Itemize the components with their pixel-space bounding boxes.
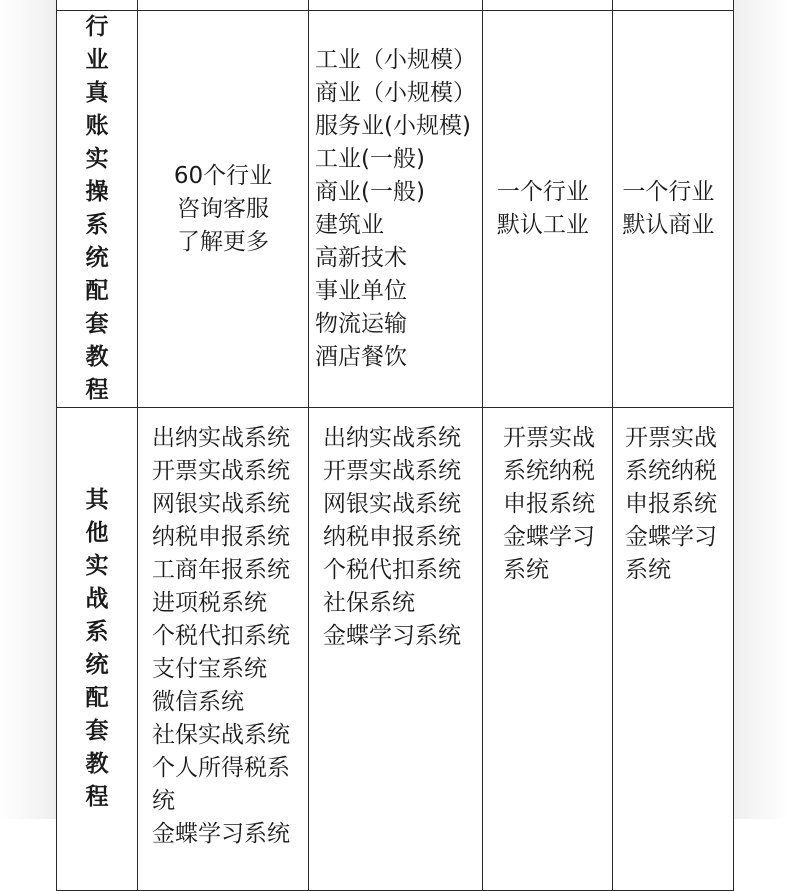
systems-list bbox=[152, 422, 295, 851]
table-cell bbox=[57, 0, 138, 11]
row-header-other-systems bbox=[57, 408, 138, 891]
list-item: 网银实战系统 bbox=[152, 491, 290, 517]
list-item: 建筑业 bbox=[315, 212, 384, 238]
row-header-industry bbox=[57, 11, 138, 408]
table-cell bbox=[483, 0, 613, 11]
industry-list-cell bbox=[309, 11, 483, 408]
list-item: 出纳实战系统 bbox=[152, 425, 290, 451]
list-item: 纳税申报系统 bbox=[323, 524, 461, 550]
systems-list-basic-cell-a bbox=[483, 408, 613, 891]
list-item: 微信系统 bbox=[152, 689, 244, 715]
list-item: 纳税申报系统 bbox=[152, 524, 290, 550]
list-item: 商业（小规模） bbox=[315, 80, 476, 106]
systems-list-mid-cell bbox=[309, 408, 483, 891]
industry-default-commercial-cell bbox=[613, 11, 734, 408]
row-header-industry-text: 行业真账实操系统配套教程 bbox=[85, 14, 109, 403]
industry-count-cell bbox=[138, 11, 309, 408]
list-item: 社保系统 bbox=[323, 590, 415, 616]
cell-text: 开票实战系统纳税申报系统金蝶学习系统 bbox=[625, 425, 717, 583]
list-item: 开票实战系统 bbox=[152, 458, 290, 484]
table-cell bbox=[138, 0, 309, 11]
list-item: 社保实战系统 bbox=[152, 722, 290, 748]
cell-text: 开票实战系统纳税申报系统金蝶学习系统 bbox=[503, 425, 595, 583]
list-item: 工业(一般) bbox=[315, 146, 425, 172]
list-item: 支付宝系统 bbox=[152, 656, 267, 682]
list-item: 个税代扣系统 bbox=[323, 557, 461, 583]
cell-text: 一个行业默认商业 bbox=[622, 179, 715, 238]
list-item: 工业（小规模） bbox=[315, 47, 476, 73]
list-item: 工商年报系统 bbox=[152, 557, 290, 583]
list-item: 个人所得税系统 bbox=[152, 755, 290, 814]
list-item: 网银实战系统 bbox=[323, 491, 461, 517]
list-item: 了解更多 bbox=[177, 228, 269, 255]
systems-list-full-cell bbox=[138, 408, 309, 891]
table-row-industry bbox=[57, 11, 734, 408]
list-item: 个税代扣系统 bbox=[152, 623, 290, 649]
list-item: 酒店餐饮 bbox=[315, 344, 407, 370]
row-header-other-systems-text: 其他实战系统配套教程 bbox=[85, 487, 109, 810]
page-shadow-right bbox=[733, 0, 790, 819]
list-item: 事业单位 bbox=[315, 278, 407, 304]
page-shadow-left bbox=[0, 0, 56, 819]
list-item: 咨询客服 bbox=[177, 195, 269, 222]
list-item: 开票实战系统 bbox=[323, 458, 461, 484]
list-item: 进项税系统 bbox=[152, 590, 267, 616]
cell-text: 一个行业默认工业 bbox=[496, 179, 589, 238]
table-row-partial-top bbox=[57, 0, 734, 11]
systems-list-basic-cell-b bbox=[613, 408, 734, 891]
table-row-other-systems bbox=[57, 408, 734, 891]
table-cell bbox=[309, 0, 483, 11]
list-item: 服务业(小规模) bbox=[315, 113, 471, 139]
table-cell bbox=[613, 0, 734, 11]
list-item: 物流运输 bbox=[315, 311, 407, 337]
list-item: 金蝶学习系统 bbox=[152, 821, 290, 847]
list-item: 高新技术 bbox=[315, 245, 407, 271]
list-item: 金蝶学习系统 bbox=[323, 623, 461, 649]
list-item: 出纳实战系统 bbox=[323, 425, 461, 451]
industry-default-industrial-cell bbox=[483, 11, 613, 408]
comparison-table bbox=[56, 0, 734, 891]
list-item: 商业(一般) bbox=[315, 179, 425, 205]
list-item: 60个行业 bbox=[173, 162, 273, 189]
